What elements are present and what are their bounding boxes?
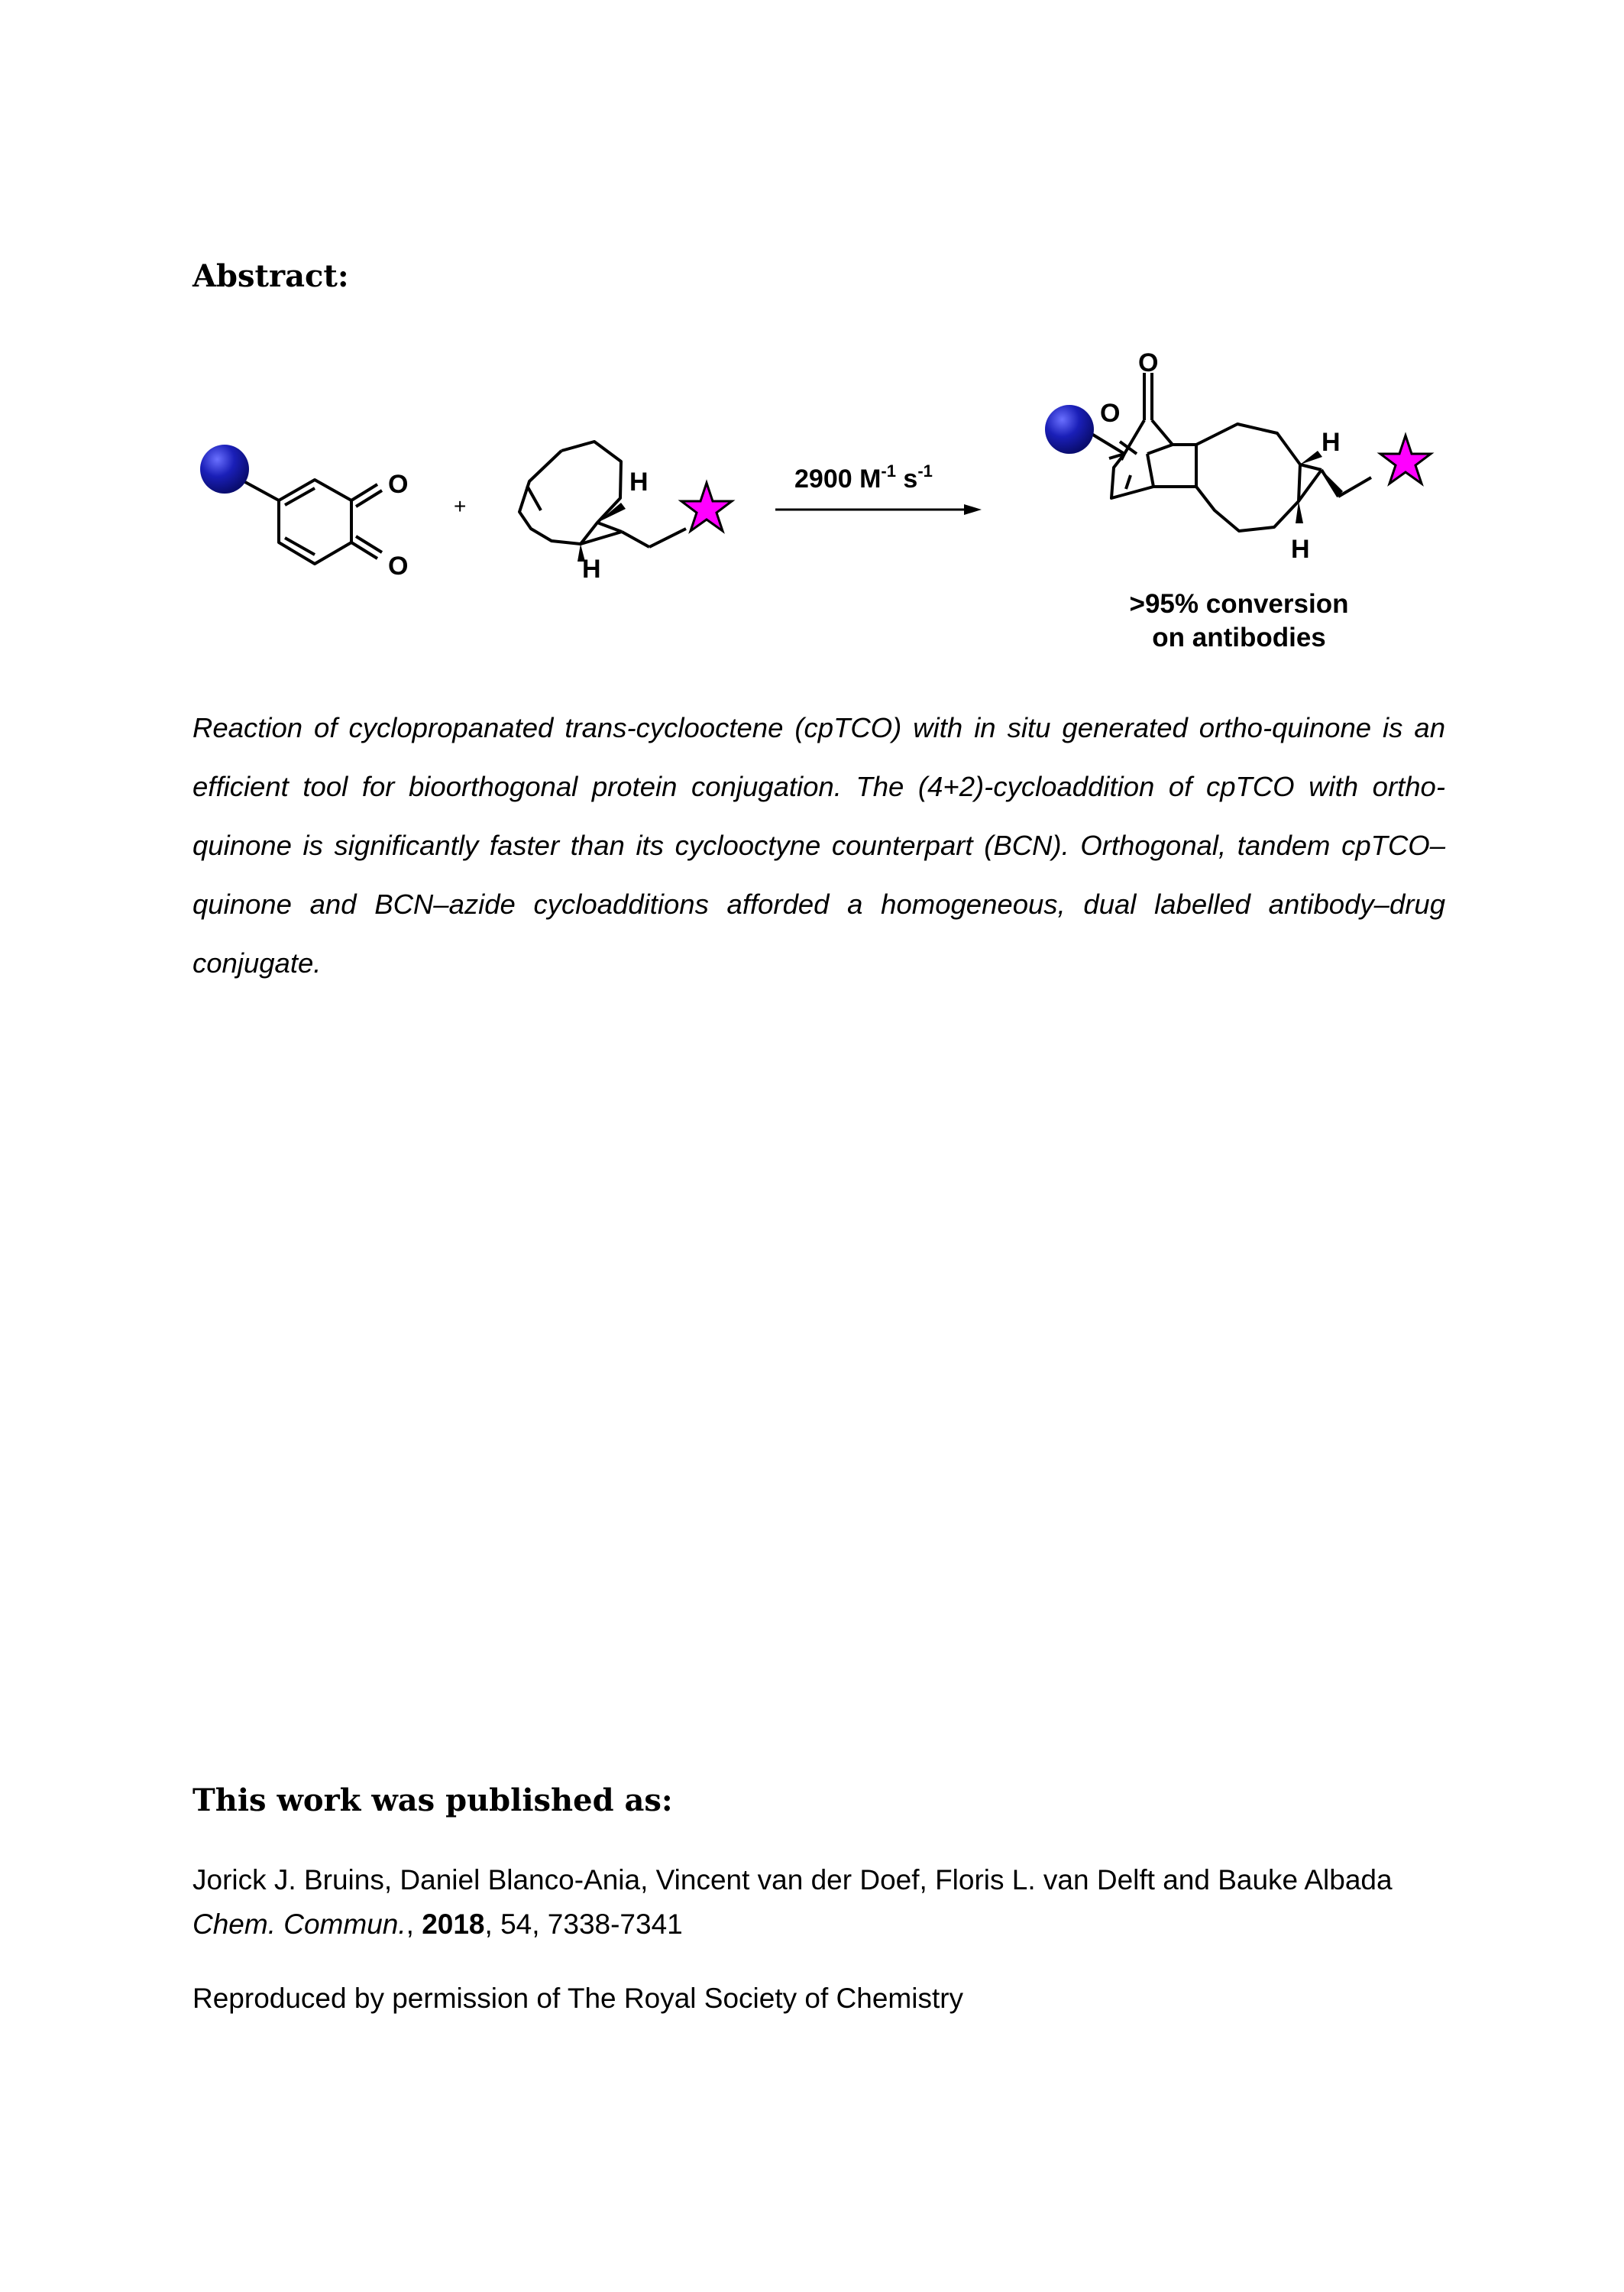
hydrogen-label: H [1322, 428, 1341, 457]
citation-authors: Jorick J. Bruins, Daniel Blanco-Ania, Vincent van der Doef, Floris L. van Delft and Bauke Albada [192, 1864, 1393, 1895]
permission-note: Reproduced by permission of The Royal Society of Chemistry [192, 1983, 964, 2014]
citation-volume-pages: , 54, 7338-7341 [484, 1908, 683, 1940]
abstract-heading: Abstract: [192, 258, 349, 294]
hydrogen-label: H [1291, 535, 1310, 564]
oxygen-label: O [1138, 348, 1159, 377]
star-label-icon [1380, 435, 1431, 484]
citation: Jorick J. Bruins, Daniel Blanco-Ania, Vincent van der Doef, Floris L. van Delft and Bauke Albada Chem. Commun., 2018, 54, 7338-7341 [192, 1864, 1393, 1940]
star-label-icon [681, 483, 732, 531]
protein-sphere-icon [1045, 405, 1094, 454]
conversion-note: on antibodies [1152, 623, 1326, 652]
quinone-molecule [237, 478, 382, 564]
reaction-scheme [0, 336, 1624, 688]
oxygen-label: O [388, 470, 409, 499]
conversion-note: >95% conversion [1129, 589, 1349, 619]
cptco-molecule [519, 442, 686, 547]
hydrogen-label: H [582, 555, 601, 584]
citation-year: 2018 [422, 1908, 485, 1940]
rate-constant: 2900 $M^{-1}$ $s^{-1}$ [794, 461, 933, 494]
plus-sign: + [454, 494, 467, 518]
oxygen-label: O [388, 552, 409, 581]
protein-sphere-icon [200, 445, 249, 494]
abstract-text: Reaction of cyclopropanated trans-cyclooctene (cpTCO) with in situ generated ortho-quinone is an efficient tool for bioorthogonal protein conjugation. The (4+2)-cycloaddition of cpTCO with ortho-quinone is significantly faster than its cyclooctyne counterpart (BCN). Orthogonal, tandem cpTCO–quinone and BCN–azide cycloadditions afforded a homogeneous, dual labelled antibody–drug conjugate. [192, 712, 1445, 979]
hydrogen-label: H [629, 468, 649, 497]
oxygen-label: O [1100, 399, 1121, 428]
publication-heading: This work was published as: [192, 1782, 673, 1818]
citation-journal: Chem. Commun. [192, 1908, 406, 1940]
